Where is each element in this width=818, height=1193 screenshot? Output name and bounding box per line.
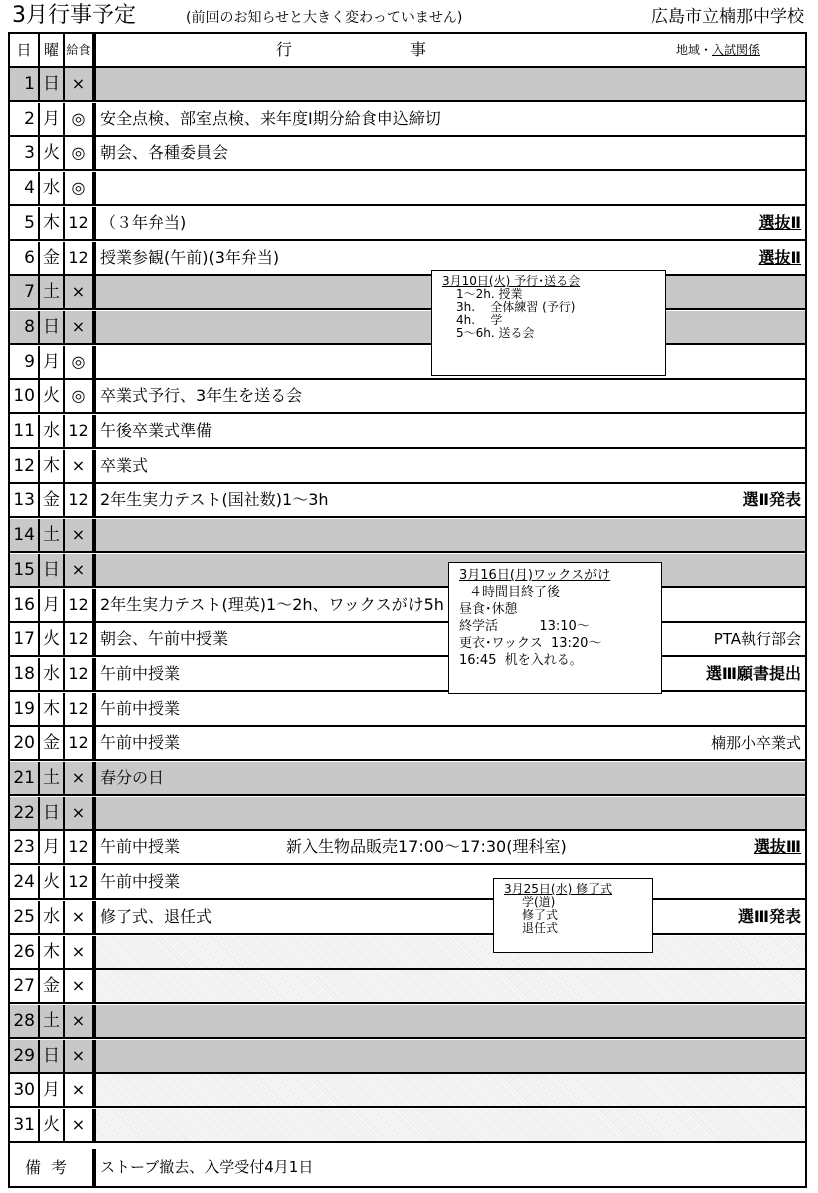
event-text: 午前中授業 xyxy=(100,733,181,752)
weekday: 月 xyxy=(40,589,65,621)
lunch-mark: 12 xyxy=(65,623,96,655)
popup-line: 4h. 学 xyxy=(456,313,503,327)
region-note: 選Ⅲ発表 xyxy=(737,907,801,926)
weekday: 土 xyxy=(40,519,65,551)
event-text: 春分の日 xyxy=(100,768,165,787)
lunch-mark: × xyxy=(65,1074,96,1106)
lunch-mark: × xyxy=(65,1109,96,1141)
event-mid-text: 新入生物品販売17:00～17:30(理科室) xyxy=(286,837,567,856)
school-name: 広島市立楠那中学校 xyxy=(651,7,804,27)
table-header-row xyxy=(10,34,805,68)
day-number: 28 xyxy=(10,1005,40,1037)
popup-mar10 xyxy=(431,270,666,376)
day-number: 14 xyxy=(10,519,40,551)
weekday: 土 xyxy=(40,276,65,308)
event-text: 2年生実力テスト(国社数)1～3h xyxy=(100,490,329,509)
lunch-mark: 12 xyxy=(65,693,96,725)
day-number: 7 xyxy=(10,276,40,308)
weekday: 火 xyxy=(40,866,65,898)
lunch-mark: ◎ xyxy=(65,137,96,169)
popup-mar25 xyxy=(493,878,653,953)
day-number: 1 xyxy=(10,68,40,100)
lunch-mark: 12 xyxy=(65,866,96,898)
header-event-cell xyxy=(96,34,805,66)
event-cell xyxy=(96,415,805,447)
day-number: 13 xyxy=(10,484,40,516)
lunch-mark: × xyxy=(65,1040,96,1072)
day-number: 2 xyxy=(10,103,40,135)
popup-line: 退任式 xyxy=(522,921,559,935)
day-number: 16 xyxy=(10,589,40,621)
footer-row xyxy=(10,1149,805,1186)
day-number: 20 xyxy=(10,727,40,759)
table-row xyxy=(10,693,805,727)
table-row xyxy=(10,380,805,414)
schedule-table xyxy=(8,32,807,1188)
table-row xyxy=(10,866,805,900)
table-row xyxy=(10,727,805,761)
lunch-mark: × xyxy=(65,797,96,829)
lunch-mark: 12 xyxy=(65,831,96,863)
weekday: 木 xyxy=(40,936,65,968)
weekday: 月 xyxy=(40,346,65,378)
weekday: 水 xyxy=(40,901,65,933)
weekday: 土 xyxy=(40,1005,65,1037)
header-note: (前回のお知らせと大きく変わっていません) xyxy=(186,10,463,26)
day-number: 9 xyxy=(10,346,40,378)
event-cell xyxy=(96,103,805,135)
lunch-mark: 12 xyxy=(65,242,96,274)
table-row xyxy=(10,276,805,310)
lunch-mark: × xyxy=(65,68,96,100)
event-cell xyxy=(96,1109,805,1141)
event-cell xyxy=(96,484,805,516)
popup-line: 学(道) xyxy=(522,895,556,909)
event-cell xyxy=(96,1005,805,1037)
event-cell xyxy=(96,1074,805,1106)
weekday: 金 xyxy=(40,727,65,759)
lunch-mark: 12 xyxy=(65,727,96,759)
lunch-mark: ◎ xyxy=(65,346,96,378)
table-row xyxy=(10,797,805,831)
table-row xyxy=(10,68,805,102)
day-number: 29 xyxy=(10,1040,40,1072)
day-number: 21 xyxy=(10,762,40,794)
lunch-mark: ◎ xyxy=(65,172,96,204)
table-row xyxy=(10,970,805,1004)
table-row xyxy=(10,1040,805,1074)
popup-line: 修了式 xyxy=(522,908,559,922)
popup-line: 5～6h. 送る会 xyxy=(456,326,535,340)
weekday: 日 xyxy=(40,68,65,100)
event-cell xyxy=(96,172,805,204)
table-row xyxy=(10,901,805,935)
table-row xyxy=(10,207,805,241)
weekday: 火 xyxy=(40,623,65,655)
day-number: 17 xyxy=(10,623,40,655)
day-number: 3 xyxy=(10,137,40,169)
event-cell xyxy=(96,762,805,794)
table-row xyxy=(10,589,805,623)
event-text: 卒業式 xyxy=(100,456,149,475)
event-cell xyxy=(96,519,805,551)
lunch-mark: ◎ xyxy=(65,103,96,135)
day-number: 12 xyxy=(10,450,40,482)
day-number: 4 xyxy=(10,172,40,204)
header-event: 行事 xyxy=(276,40,545,59)
weekday: 土 xyxy=(40,762,65,794)
weekday: 日 xyxy=(40,554,65,586)
table-row xyxy=(10,1074,805,1108)
event-text: 午前中授業 xyxy=(100,872,181,891)
popup-title: 3月10日(火) 予行･送る会 xyxy=(442,274,581,288)
event-text: 卒業式予行、3年生を送る会 xyxy=(100,386,303,405)
day-number: 15 xyxy=(10,554,40,586)
popup-line: 終学活 13:10～ xyxy=(459,619,590,634)
lunch-mark: × xyxy=(65,554,96,586)
day-number: 23 xyxy=(10,831,40,863)
event-cell xyxy=(96,1040,805,1072)
lunch-mark: × xyxy=(65,1005,96,1037)
weekday: 日 xyxy=(40,311,65,343)
event-text: 午前中授業 xyxy=(100,664,181,683)
lunch-mark: × xyxy=(65,901,96,933)
event-text: 午前中授業 xyxy=(100,837,181,856)
event-text: 授業参観(午前)(3年弁当) xyxy=(100,248,280,267)
popup-line: 3h. 全体練習 (予行) xyxy=(456,300,576,314)
popup-title: 3月25日(水) 修了式 xyxy=(504,882,613,896)
table-row xyxy=(10,1109,805,1143)
header-weekday: 曜 xyxy=(40,34,65,66)
weekday: 火 xyxy=(40,1109,65,1141)
event-cell xyxy=(96,137,805,169)
weekday: 水 xyxy=(40,415,65,447)
weekday: 月 xyxy=(40,831,65,863)
header-region xyxy=(676,34,760,66)
day-number: 26 xyxy=(10,936,40,968)
event-text: 午前中授業 xyxy=(100,699,181,718)
day-number: 31 xyxy=(10,1109,40,1141)
table-row xyxy=(10,242,805,276)
day-number: 18 xyxy=(10,658,40,690)
footer-label: 備考 xyxy=(10,1149,96,1186)
event-cell xyxy=(96,693,805,725)
region-note: 選Ⅲ願書提出 xyxy=(705,664,801,683)
table-row xyxy=(10,762,805,796)
event-cell xyxy=(96,866,805,898)
lunch-mark: × xyxy=(65,276,96,308)
weekday: 木 xyxy=(40,450,65,482)
day-number: 24 xyxy=(10,866,40,898)
event-cell xyxy=(96,797,805,829)
popup-line: 1～2h. 授業 xyxy=(456,287,523,301)
region-note: PTA執行部会 xyxy=(713,630,801,648)
weekday: 木 xyxy=(40,693,65,725)
popup-line: ４時間目終了後 xyxy=(469,585,561,600)
event-cell xyxy=(96,831,805,863)
table-row xyxy=(10,658,805,692)
weekday: 日 xyxy=(40,1040,65,1072)
weekday: 水 xyxy=(40,658,65,690)
lunch-mark: × xyxy=(65,762,96,794)
weekday: 日 xyxy=(40,797,65,829)
event-cell xyxy=(96,936,805,968)
event-cell xyxy=(96,970,805,1002)
lunch-mark: × xyxy=(65,519,96,551)
region-note: 選抜Ⅱ xyxy=(758,213,801,232)
weekday: 月 xyxy=(40,103,65,135)
weekday: 金 xyxy=(40,970,65,1002)
table-row xyxy=(10,831,805,865)
table-row xyxy=(10,346,805,380)
weekday: 金 xyxy=(40,242,65,274)
lunch-mark: × xyxy=(65,450,96,482)
weekday: 金 xyxy=(40,484,65,516)
event-text: 朝会、各種委員会 xyxy=(100,143,229,162)
event-text: 安全点検、部室点検、来年度Ⅰ期分給食申込締切 xyxy=(100,109,441,128)
day-number: 11 xyxy=(10,415,40,447)
table-row xyxy=(10,172,805,206)
table-row xyxy=(10,311,805,345)
weekday: 木 xyxy=(40,207,65,239)
day-number: 22 xyxy=(10,797,40,829)
table-row xyxy=(10,450,805,484)
popup-line: 更衣･ワックス 13:20～ xyxy=(459,636,602,651)
popup-line: 16:45 机を入れる。 xyxy=(459,653,583,668)
event-text: 朝会、午前中授業 xyxy=(100,629,229,648)
header-lunch: 給食 xyxy=(65,34,96,66)
event-cell xyxy=(96,207,805,239)
event-cell xyxy=(96,68,805,100)
weekday: 月 xyxy=(40,1074,65,1106)
day-number: 6 xyxy=(10,242,40,274)
day-number: 5 xyxy=(10,207,40,239)
header-region-a: 地域・ xyxy=(675,43,712,57)
table-row xyxy=(10,554,805,588)
lunch-mark: 12 xyxy=(65,658,96,690)
weekday: 火 xyxy=(40,380,65,412)
popup-title: 3月16日(月)ワックスがけ xyxy=(459,568,611,583)
event-cell xyxy=(96,450,805,482)
day-number: 8 xyxy=(10,311,40,343)
region-note: 選Ⅱ発表 xyxy=(742,490,801,509)
table-row xyxy=(10,137,805,171)
table-row xyxy=(10,623,805,657)
day-number: 10 xyxy=(10,380,40,412)
weekday: 水 xyxy=(40,172,65,204)
lunch-mark: 12 xyxy=(65,484,96,516)
footer-text: ストーブ撤去、入学受付4月1日 xyxy=(100,1158,314,1176)
table-row xyxy=(10,415,805,449)
table-row xyxy=(10,484,805,518)
lunch-mark: × xyxy=(65,936,96,968)
page-title: 3月行事予定 xyxy=(12,3,136,28)
region-note: 選抜Ⅲ xyxy=(753,837,801,856)
lunch-mark: ◎ xyxy=(65,380,96,412)
region-note: 楠那小卒業式 xyxy=(710,734,801,752)
event-cell xyxy=(96,727,805,759)
lunch-mark: 12 xyxy=(65,207,96,239)
day-number: 30 xyxy=(10,1074,40,1106)
table-row xyxy=(10,1005,805,1039)
popup-line: 昼食･休憩 xyxy=(459,602,518,617)
event-text: （３年弁当) xyxy=(100,213,187,232)
day-number: 27 xyxy=(10,970,40,1002)
lunch-mark: × xyxy=(65,970,96,1002)
event-cell xyxy=(96,380,805,412)
table-row xyxy=(10,103,805,137)
event-text: 修了式、退任式 xyxy=(100,907,213,926)
header-day: 日 xyxy=(10,34,40,66)
lunch-mark: × xyxy=(65,311,96,343)
popup-mar16 xyxy=(448,562,662,694)
table-row xyxy=(10,936,805,970)
event-text: 2年生実力テスト(理英)1～2h、ワックスがけ5h xyxy=(100,595,444,614)
region-note: 選抜Ⅱ xyxy=(758,248,801,267)
weekday: 火 xyxy=(40,137,65,169)
lunch-mark: 12 xyxy=(65,589,96,621)
header-region-b: 入試関係 xyxy=(711,43,760,57)
day-number: 19 xyxy=(10,693,40,725)
day-number: 25 xyxy=(10,901,40,933)
event-cell xyxy=(96,901,805,933)
table-row xyxy=(10,519,805,553)
event-text: 午後卒業式準備 xyxy=(100,421,213,440)
lunch-mark: 12 xyxy=(65,415,96,447)
